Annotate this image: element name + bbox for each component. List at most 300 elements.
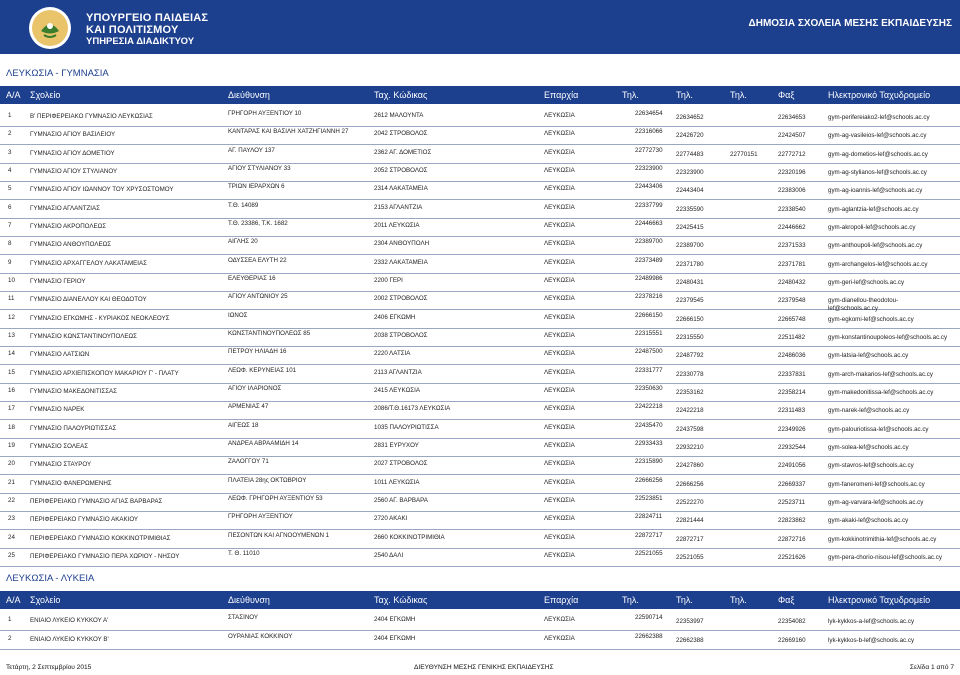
address: Τ.Θ. 14089	[228, 201, 259, 209]
address: ΣΤΑΣΙΝΟΥ	[228, 614, 259, 621]
phone-1: 22350630	[635, 384, 663, 392]
col-tel-1: Τηλ.	[622, 595, 639, 605]
table-row	[0, 383, 960, 402]
table-row	[0, 548, 960, 567]
ministry-line-2: ΚΑΙ ΠΟΛΙΤΙΣΜΟΥ	[86, 24, 179, 36]
phone-1: 22378216	[635, 293, 663, 301]
table-row	[0, 236, 960, 255]
fax: 22823862	[778, 517, 806, 525]
phone-2: 22774483	[676, 150, 704, 158]
postal-code: 1035 ΠΑΛΟΥΡΙΩΤΙΣΣΑ	[374, 423, 439, 431]
school-name: Β' ΠΕΡΙΦΕΡΕΙΑΚΟ ΓΥΜΝΑΣΙΟ ΛΕΥΚΩΣΙΑΣ	[30, 113, 153, 120]
row-number: 22	[8, 496, 15, 504]
service-name: ΥΠΗΡΕΣΙΑ ΔΙΑΔΙΚΤΥΟΥ	[86, 36, 195, 47]
col-school: Σχολείο	[30, 595, 61, 605]
fax: 22523711	[778, 498, 806, 506]
table-row	[0, 310, 960, 329]
table-row	[0, 328, 960, 347]
address: ΤΡΙΩΝ ΙΕΡΑΡΧΩΝ 6	[228, 183, 285, 191]
fax: 22337831	[778, 370, 806, 378]
district: ΛΕΥΚΩΣΙΑ	[544, 313, 575, 321]
table-header	[0, 591, 960, 609]
email: gym-latsia-lef@schools.ac.cy	[828, 352, 909, 360]
school-name: ΓΥΜΝΑΣΙΟ ΜΑΚΕΔΟΝΙΤΙΣΣΑΣ	[30, 387, 117, 395]
district: ΛΕΥΚΩΣΙΑ	[544, 222, 575, 229]
district: ΛΕΥΚΩΣΙΑ	[544, 515, 575, 523]
phone-2: 22389700	[676, 242, 704, 250]
table-row	[0, 475, 960, 494]
school-name: ΓΥΜΝΑΣΙΟ ΑΓΙΟΥ ΔΟΜΕΤΙΟΥ	[30, 149, 115, 157]
fax: 22872716	[778, 535, 806, 543]
school-name: ΠΕΡΙΦΕΡΕΙΑΚΟ ΓΥΜΝΑΣΙΟ ΚΟΚΚΙΝΟΤΡΙΜΙΘΙΑΣ	[30, 534, 171, 542]
row-number: 23	[8, 515, 15, 523]
phone-1: 22872717	[635, 531, 663, 539]
phone-1: 22666150	[635, 311, 663, 319]
fax: 22349926	[778, 425, 806, 433]
table-row	[0, 108, 960, 127]
district: ΛΕΥΚΩΣΙΑ	[544, 148, 575, 156]
col-fax: Φαξ	[778, 90, 795, 100]
footer-page-number: Σελίδα 1 από 7	[909, 664, 954, 671]
district: ΛΕΥΚΩΣΙΑ	[544, 112, 575, 119]
school-name: ΓΥΜΝΑΣΙΟ ΑΓΙΟΥ ΙΩΑΝΝΟΥ ΤΟΥ ΧΡΥΣΟΣΤΟΜΟΥ	[30, 186, 174, 194]
row-number: 20	[8, 460, 15, 468]
school-name: ΓΥΜΝΑΣΙΟ ΕΓΚΩΜΗΣ - ΚΥΡΙΑΚΟΣ ΝΕΟΚΛΕΟΥΣ	[30, 314, 170, 322]
row-number: 18	[8, 423, 15, 431]
postal-code: 2002 ΣΤΡΟΒΟΛΟΣ	[374, 295, 428, 303]
address: Τ.Θ. 23386, Τ.Κ. 1682	[228, 220, 288, 227]
school-name: ΓΥΜΝΑΣΙΟ ΑΡΧΙΕΠΙΣΚΟΠΟΥ ΜΑΚΑΡΙΟΥ Γ' - ΠΛΑΤΥ	[30, 369, 179, 377]
table-row	[0, 126, 960, 145]
row-number: 12	[8, 313, 15, 321]
postal-code: 2200 ΓΕΡΙ	[374, 277, 403, 284]
phone-1: 22337799	[635, 201, 663, 209]
col-school: Σχολείο	[30, 90, 61, 100]
col-tel-3: Τηλ.	[730, 90, 747, 100]
postal-code: 2332 ΛΑΚΑΤΑΜΕΙΑ	[374, 258, 428, 266]
table-row	[0, 631, 960, 650]
fax: 22772712	[778, 150, 806, 158]
coat-of-arms-icon	[28, 6, 72, 50]
ministry-line-1: ΥΠΟΥΡΓΕΙΟ ΠΑΙΔΕΙΑΣ	[86, 12, 209, 24]
row-number: 5	[8, 185, 12, 193]
phone-1: 22389700	[635, 238, 663, 246]
fax: 22383006	[778, 187, 806, 195]
phone-1: 22933433	[635, 439, 663, 447]
email: gym-akropoli-lef@schools.ac.cy	[828, 224, 916, 231]
address: ΓΡΗΓΟΡΗ ΑΥΞΕΝΤΙΟΥ	[228, 513, 293, 521]
col-postal: Ταχ. Κώδικας	[374, 90, 428, 100]
phone-2: 22662388	[676, 636, 704, 644]
address: ΚΑΝΤΑΡΑΣ ΚΑΙ ΒΑΣΙΛΗ ΧΑΤΖΗΓΙΑΝΝΗ 27	[228, 128, 349, 136]
postal-code: 2831 ΕΥΡΥΧΟΥ	[374, 441, 419, 449]
phone-1: 22772730	[635, 146, 663, 154]
table-row	[0, 255, 960, 274]
row-number: 9	[8, 258, 12, 266]
phone-2: 22821444	[676, 517, 704, 525]
email: gym-ag-dometios-lef@schools.ac.cy	[828, 150, 928, 158]
col-email: Ηλεκτρονικό Ταχυδρομείο	[828, 90, 931, 100]
row-number: 10	[8, 277, 15, 284]
district: ΛΕΥΚΩΣΙΑ	[544, 533, 575, 541]
postal-code: 2415 ΛΕΥΚΩΣΙΑ	[374, 386, 420, 394]
postal-code: 2406 ΕΓΚΩΜΗ	[374, 313, 416, 321]
email: gym-arch-makarios-lef@schools.ac.cy	[828, 370, 933, 378]
col-district: Επαρχία	[544, 90, 579, 100]
email: gym-akaki-lef@schools.ac.cy	[828, 517, 909, 525]
section-title: ΛΕΥΚΩΣΙΑ - ΛΥΚΕΙΑ	[6, 573, 95, 584]
district: ΛΕΥΚΩΣΙΑ	[544, 405, 575, 413]
address: ΚΩΝΣΤΑΝΤΙΝΟΥΠΟΛΕΩΣ 85	[228, 330, 311, 337]
table-row	[0, 273, 960, 292]
district: ΛΕΥΚΩΣΙΑ	[544, 295, 575, 303]
school-name: ΓΥΜΝΑΣΙΟ ΛΑΤΣΙΩΝ	[30, 351, 90, 359]
fax: 22371533	[778, 242, 806, 250]
fax: 22669337	[778, 480, 806, 488]
phone-2: 22872717	[676, 535, 704, 543]
email: gym-ag-varvara-lef@schools.ac.cy	[828, 498, 924, 506]
table-row	[0, 530, 960, 549]
phone-1: 22315890	[635, 458, 663, 466]
postal-code: 2086/Τ.Θ.16173 ΛΕΥΚΩΣΙΑ	[374, 405, 451, 413]
phone-1: 22422218	[635, 403, 663, 411]
top-banner	[0, 0, 960, 54]
row-number: 1	[8, 616, 12, 623]
address: Τ. Θ. 11010	[228, 549, 260, 557]
postal-code: 2113 ΑΓΛΑΝΤΖΙΑ	[374, 368, 422, 376]
phone-1: 22316066	[635, 128, 663, 136]
address: ΠΕΤΡΟΥ ΗΛΙΑΔΗ 16	[228, 348, 287, 356]
postal-code: 2612 ΜΑΛΟΥΝΤΑ	[374, 112, 424, 119]
district: ΛΕΥΚΩΣΙΑ	[544, 460, 575, 468]
district: ΛΕΥΚΩΣΙΑ	[544, 130, 575, 138]
phone-2: 22426720	[676, 132, 704, 140]
phone-3: 22770151	[730, 150, 758, 158]
school-name: ΕΝΙΑΙΟ ΛΥΚΕΙΟ ΚΥΚΚΟΥ Β'	[30, 635, 109, 643]
address: ΑΓΙΟΥ ΙΛΑΡΙΟΝΟΣ	[228, 384, 282, 392]
row-number: 13	[8, 332, 15, 339]
fax: 22338540	[778, 205, 806, 213]
address: ΖΑΛΟΓΓΟΥ 71	[228, 458, 269, 466]
email: gym-solea-lef@schools.ac.cy	[828, 443, 909, 451]
school-name: ΓΥΜΝΑΣΙΟ ΑΓΙΟΥ ΒΑΣΙΛΕΙΟΥ	[30, 131, 116, 139]
phone-1: 22487500	[635, 348, 663, 356]
table-row	[0, 456, 960, 475]
col-tel-2: Τηλ.	[676, 90, 693, 100]
postal-code: 2540 ΔΑΛΙ	[374, 551, 404, 559]
col-fax: Φαξ	[778, 595, 795, 605]
address: ΑΙΓΕΩΣ 18	[228, 421, 259, 429]
school-name: ΓΥΜΝΑΣΙΟ ΦΑΝΕΡΩΜΕΝΗΣ	[30, 479, 112, 487]
row-number: 6	[8, 203, 12, 211]
phone-2: 22425415	[676, 224, 704, 231]
phone-1: 22521055	[635, 549, 663, 557]
email: gym-aglantzia-lef@schools.ac.cy	[828, 205, 919, 213]
email: gym-dianellou-theodotou-lef@schools.ac.cy	[828, 297, 899, 312]
document-title: ΔΗΜΟΣΙΑ ΣΧΟΛΕΙΑ ΜΕΣΗΣ ΕΚΠΑΙΔΕΥΣΗΣ	[748, 18, 952, 29]
row-number: 2	[8, 634, 12, 642]
phone-1: 22315551	[635, 330, 663, 337]
email: gym-perifereiako2-lef@schools.ac.cy	[828, 114, 930, 121]
phone-2: 22634652	[676, 114, 704, 121]
email: gym-geri-lef@schools.ac.cy	[828, 279, 905, 286]
postal-code: 2720 ΑΚΑΚΙ	[374, 515, 408, 523]
school-name: ΓΥΜΝΑΣΙΟ ΣΤΑΥΡΟΥ	[30, 461, 92, 469]
phone-2: 22666150	[676, 315, 704, 323]
section-title: ΛΕΥΚΩΣΙΑ - ΓΥΜΝΑΣΙΑ	[6, 68, 109, 79]
school-name: ΠΕΡΙΦΕΡΕΙΑΚΟ ΓΥΜΝΑΣΙΟ ΑΓΙΑΣ ΒΑΡΒΑΡΑΣ	[30, 497, 163, 505]
postal-code: 2011 ΛΕΥΚΩΣΙΑ	[374, 222, 420, 229]
address: ΟΥΡΑΝΙΑΣ ΚΟΚΚΙΝΟΥ	[228, 632, 293, 640]
postal-code: 2362 ΑΓ. ΔΟΜΕΤΙΟΣ	[374, 148, 432, 156]
fax: 22358214	[778, 388, 806, 396]
district: ΛΕΥΚΩΣΙΑ	[544, 240, 575, 248]
col-tel-3: Τηλ.	[730, 595, 747, 605]
phone-1: 22373489	[635, 256, 663, 264]
phone-1: 22435470	[635, 421, 663, 429]
phone-1: 22662388	[635, 632, 663, 640]
district: ΛΕΥΚΩΣΙΑ	[544, 551, 575, 559]
phone-2: 22666256	[676, 480, 704, 488]
col-address: Διεύθυνση	[228, 595, 270, 605]
address: ΙΩΝΟΣ	[228, 311, 248, 319]
fax: 22320196	[778, 169, 806, 176]
email: gym-pera-chorio-nisou-lef@schools.ac.cy	[828, 553, 942, 561]
table-row	[0, 181, 960, 200]
phone-2: 22422218	[676, 407, 704, 415]
school-name: ΠΕΡΙΦΕΡΕΙΑΚΟ ΓΥΜΝΑΣΙΟ ΠΕΡΑ ΧΩΡΙΟΥ - ΝΗΣΟΥ	[30, 552, 180, 560]
col-email: Ηλεκτρονικό Ταχυδρομείο	[828, 595, 931, 605]
address: ΑΝΔΡΕΑ ΑΒΡΑΑΜΙΔΗ 14	[228, 439, 299, 447]
table-row	[0, 145, 960, 164]
district: ΛΕΥΚΩΣΙΑ	[544, 350, 575, 358]
table-row	[0, 291, 960, 310]
table-row	[0, 420, 960, 439]
phone-1: 22666256	[635, 476, 663, 484]
row-number: 7	[8, 222, 12, 229]
district: ΛΕΥΚΩΣΙΑ	[544, 441, 575, 449]
school-name: ΓΥΜΝΑΣΙΟ ΔΙΑΝΕΛΛΟΥ ΚΑΙ ΘΕΟΔΟΤΟΥ	[30, 296, 147, 304]
phone-1: 22523851	[635, 494, 663, 502]
fax: 22932544	[778, 443, 806, 451]
phone-1: 22331777	[635, 366, 663, 374]
phone-2: 22371780	[676, 260, 704, 268]
school-name: ΓΥΜΝΑΣΙΟ ΣΟΛΕΑΣ	[30, 442, 89, 450]
district: ΛΕΥΚΩΣΙΑ	[544, 478, 575, 486]
school-name: ΓΥΜΝΑΣΙΟ ΓΕΡΙΟΥ	[30, 278, 86, 285]
phone-2: 22323900	[676, 169, 704, 176]
district: ΛΕΥΚΩΣΙΑ	[544, 368, 575, 376]
district: ΛΕΥΚΩΣΙΑ	[544, 616, 575, 623]
address: ΠΛΑΤΕΙΑ 28ης ΟΚΤΩΒΡΙΟΥ	[228, 476, 307, 484]
col-aa: Α/Α	[6, 90, 21, 100]
fax: 22669160	[778, 636, 806, 644]
fax: 22521626	[778, 553, 806, 561]
email: gym-egkomi-lef@schools.ac.cy	[828, 315, 914, 323]
address: ΑΓ. ΠΑΥΛΟΥ 137	[228, 146, 275, 154]
phone-2: 22427860	[676, 462, 704, 470]
phone-1: 22489986	[635, 275, 663, 282]
fax: 22354082	[778, 618, 806, 625]
col-address: Διεύθυνση	[228, 90, 270, 100]
table-row	[0, 200, 960, 219]
phone-1: 22446663	[635, 220, 663, 227]
table-row	[0, 163, 960, 182]
postal-code: 2042 ΣΤΡΟΒΟΛΟΣ	[374, 130, 428, 138]
phone-1: 22443406	[635, 183, 663, 191]
fax: 22311483	[778, 407, 806, 415]
fax: 22371781	[778, 260, 806, 268]
school-name: ΓΥΜΝΑΣΙΟ ΠΑΛΟΥΡΙΩΤΙΣΣΑΣ	[30, 424, 117, 432]
postal-code: 1011 ΛΕΥΚΩΣΙΑ	[374, 478, 420, 486]
table-row	[0, 493, 960, 512]
row-number: 1	[8, 112, 12, 119]
school-name: ΠΕΡΙΦΕΡΕΙΑΚΟ ΓΥΜΝΑΣΙΟ ΑΚΑΚΙΟΥ	[30, 516, 139, 524]
phone-2: 22330778	[676, 370, 704, 378]
fax: 22446662	[778, 224, 806, 231]
footer-date: Τετάρτη, 2 Σεπτεμβρίου 2015	[6, 664, 92, 671]
phone-2: 22443404	[676, 187, 704, 195]
fax: 22379548	[778, 297, 806, 305]
school-name: ΓΥΜΝΑΣΙΟ ΑΚΡΟΠΟΛΕΩΣ	[30, 223, 107, 230]
district: ΛΕΥΚΩΣΙΑ	[544, 185, 575, 193]
phone-2: 22353997	[676, 618, 704, 625]
table-row	[0, 365, 960, 384]
phone-1: 22323900	[635, 165, 663, 172]
school-name: ΓΥΜΝΑΣΙΟ ΑΡΧΑΓΓΕΛΟΥ ΛΑΚΑΤΑΜΕΙΑΣ	[30, 259, 147, 267]
row-number: 14	[8, 350, 15, 358]
email: gym-makedonitissa-lef@schools.ac.cy	[828, 388, 934, 396]
district: ΛΕΥΚΩΣΙΑ	[544, 258, 575, 266]
row-number: 11	[8, 295, 15, 303]
col-district: Επαρχία	[544, 595, 579, 605]
fax: 22424507	[778, 132, 806, 140]
row-number: 19	[8, 441, 15, 449]
row-number: 21	[8, 478, 15, 486]
district: ΛΕΥΚΩΣΙΑ	[544, 203, 575, 211]
phone-2: 22480431	[676, 279, 704, 286]
postal-code: 2404 ΕΓΚΩΜΗ	[374, 616, 416, 623]
district: ΛΕΥΚΩΣΙΑ	[544, 496, 575, 504]
row-number: 15	[8, 368, 15, 376]
table-header	[0, 86, 960, 104]
email: gym-narek-lef@schools.ac.cy	[828, 407, 910, 415]
school-name: ΓΥΜΝΑΣΙΟ ΑΓΛΑΝΤΖΙΑΣ	[30, 204, 100, 212]
table-row	[0, 511, 960, 530]
phone-1: 22634654	[635, 110, 663, 117]
email: gym-archangelos-lef@schools.ac.cy	[828, 260, 928, 268]
postal-code: 2560 ΑΓ. ΒΑΡΒΑΡΑ	[374, 496, 428, 504]
footer-department: ΔΙΕΥΘΥΝΣΗ ΜΕΣΗΣ ΓΕΝΙΚΗΣ ΕΚΠΑΙΔΕΥΣΗΣ	[414, 664, 554, 671]
phone-1: 22824711	[635, 513, 663, 521]
fax: 22665748	[778, 315, 806, 323]
phone-2: 22353162	[676, 388, 704, 396]
fax: 22480432	[778, 279, 806, 286]
col-postal: Ταχ. Κώδικας	[374, 595, 428, 605]
postal-code: 2660 ΚΟΚΚΙΝΟΤΡΙΜΙΘΙΑ	[374, 533, 445, 541]
fax: 22491056	[778, 462, 806, 470]
email: gym-kokkinotrimithia-lef@schools.ac.cy	[828, 535, 937, 543]
phone-2: 22932210	[676, 443, 704, 451]
table-row	[0, 612, 960, 631]
row-number: 24	[8, 533, 15, 541]
address: ΑΡΜΕΝΙΑΣ 47	[228, 403, 269, 411]
district: ΛΕΥΚΩΣΙΑ	[544, 423, 575, 431]
postal-code: 2038 ΣΤΡΟΒΟΛΟΣ	[374, 332, 428, 339]
address: ΟΔΥΣΣΕΑ ΕΛΥΤΗ 22	[228, 256, 287, 264]
col-tel-1: Τηλ.	[622, 90, 639, 100]
email: gym-stavros-lef@schools.ac.cy	[828, 462, 914, 470]
district: ΛΕΥΚΩΣΙΑ	[544, 386, 575, 394]
phone-2: 22521055	[676, 553, 704, 561]
phone-2: 22437598	[676, 425, 704, 433]
phone-2: 22487792	[676, 352, 704, 360]
district: ΛΕΥΚΩΣΙΑ	[544, 277, 575, 284]
phone-1: 22590714	[635, 614, 663, 621]
postal-code: 2304 ΑΝΘΟΥΠΟΛΗ	[374, 240, 430, 248]
phone-2: 22315550	[676, 334, 704, 341]
row-number: 8	[8, 240, 12, 248]
email: gym-palouriotissa-lef@schools.ac.cy	[828, 425, 929, 433]
row-number: 25	[8, 551, 15, 559]
email: lyk-kykkos-a-lef@schools.ac.cy	[828, 618, 915, 625]
postal-code: 2220 ΛΑΤΣΙΑ	[374, 350, 411, 358]
col-aa: Α/Α	[6, 595, 21, 605]
ministry-name	[86, 12, 208, 36]
table-row	[0, 438, 960, 457]
email: gym-ag-ioannis-lef@schools.ac.cy	[828, 187, 923, 195]
row-number: 4	[8, 167, 12, 174]
district: ΛΕΥΚΩΣΙΑ	[544, 332, 575, 339]
postal-code: 2314 ΛΑΚΑΤΑΜΕΙΑ	[374, 185, 428, 193]
address: ΑΙΓΛΗΣ 20	[228, 238, 258, 246]
email: gym-anthoupoli-lef@schools.ac.cy	[828, 242, 923, 250]
email: gym-faneromeni-lef@schools.ac.cy	[828, 480, 925, 488]
email: gym-konstantinoupoleos-lef@schools.ac.cy	[828, 334, 948, 341]
school-name: ΓΥΜΝΑΣΙΟ ΚΩΝΣΤΑΝΤΙΝΟΥΠΟΛΕΩΣ	[30, 333, 137, 340]
fax: 22486036	[778, 352, 806, 360]
phone-2: 22522270	[676, 498, 704, 506]
email: gym-ag-vasileios-lef@schools.ac.cy	[828, 132, 927, 140]
address: ΑΓΙΟΥ ΣΤΥΛΙΑΝΟΥ 33	[228, 165, 291, 172]
fax: 22511482	[778, 334, 806, 341]
address: ΠΕΣΟΝΤΩΝ ΚΑΙ ΑΓΝΟΟΥΜΕΝΩΝ 1	[228, 531, 330, 539]
table-row	[0, 346, 960, 365]
phone-2: 22335590	[676, 205, 704, 213]
school-name: ΓΥΜΝΑΣΙΟ ΑΝΘΟΥΠΟΛΕΩΣ	[30, 241, 112, 249]
email: lyk-kykkos-b-lef@schools.ac.cy	[828, 636, 915, 644]
row-number: 2	[8, 130, 12, 138]
address: ΛΕΩΦ. ΚΕΡΥΝΕΙΑΣ 101	[228, 366, 297, 374]
address: ΓΡΗΓΟΡΗ ΑΥΞΕΝΤΙΟΥ 10	[228, 110, 302, 117]
postal-code: 2153 ΑΓΛΑΝΤΖΙΑ	[374, 203, 423, 211]
row-number: 16	[8, 386, 15, 394]
school-name: ΓΥΜΝΑΣΙΟ ΑΓΙΟΥ ΣΤΥΛΙΑΝΟΥ	[30, 168, 118, 175]
district: ΛΕΥΚΩΣΙΑ	[544, 634, 575, 642]
address: ΕΛΕΥΘΕΡΙΑΣ 16	[228, 275, 276, 282]
table-row	[0, 401, 960, 420]
email: gym-ag-stylianos-lef@schools.ac.cy	[828, 169, 927, 176]
district: ΛΕΥΚΩΣΙΑ	[544, 167, 575, 174]
postal-code: 2027 ΣΤΡΟΒΟΛΟΣ	[374, 460, 428, 468]
postal-code: 2404 ΕΓΚΩΜΗ	[374, 634, 416, 642]
row-number: 3	[8, 148, 12, 156]
postal-code: 2052 ΣΤΡΟΒΟΛΟΣ	[374, 167, 428, 174]
fax: 22634653	[778, 114, 806, 121]
school-name: ΕΝΙΑΙΟ ΛΥΚΕΙΟ ΚΥΚΚΟΥ Α'	[30, 617, 109, 624]
table-row	[0, 218, 960, 237]
phone-2: 22379545	[676, 297, 704, 305]
